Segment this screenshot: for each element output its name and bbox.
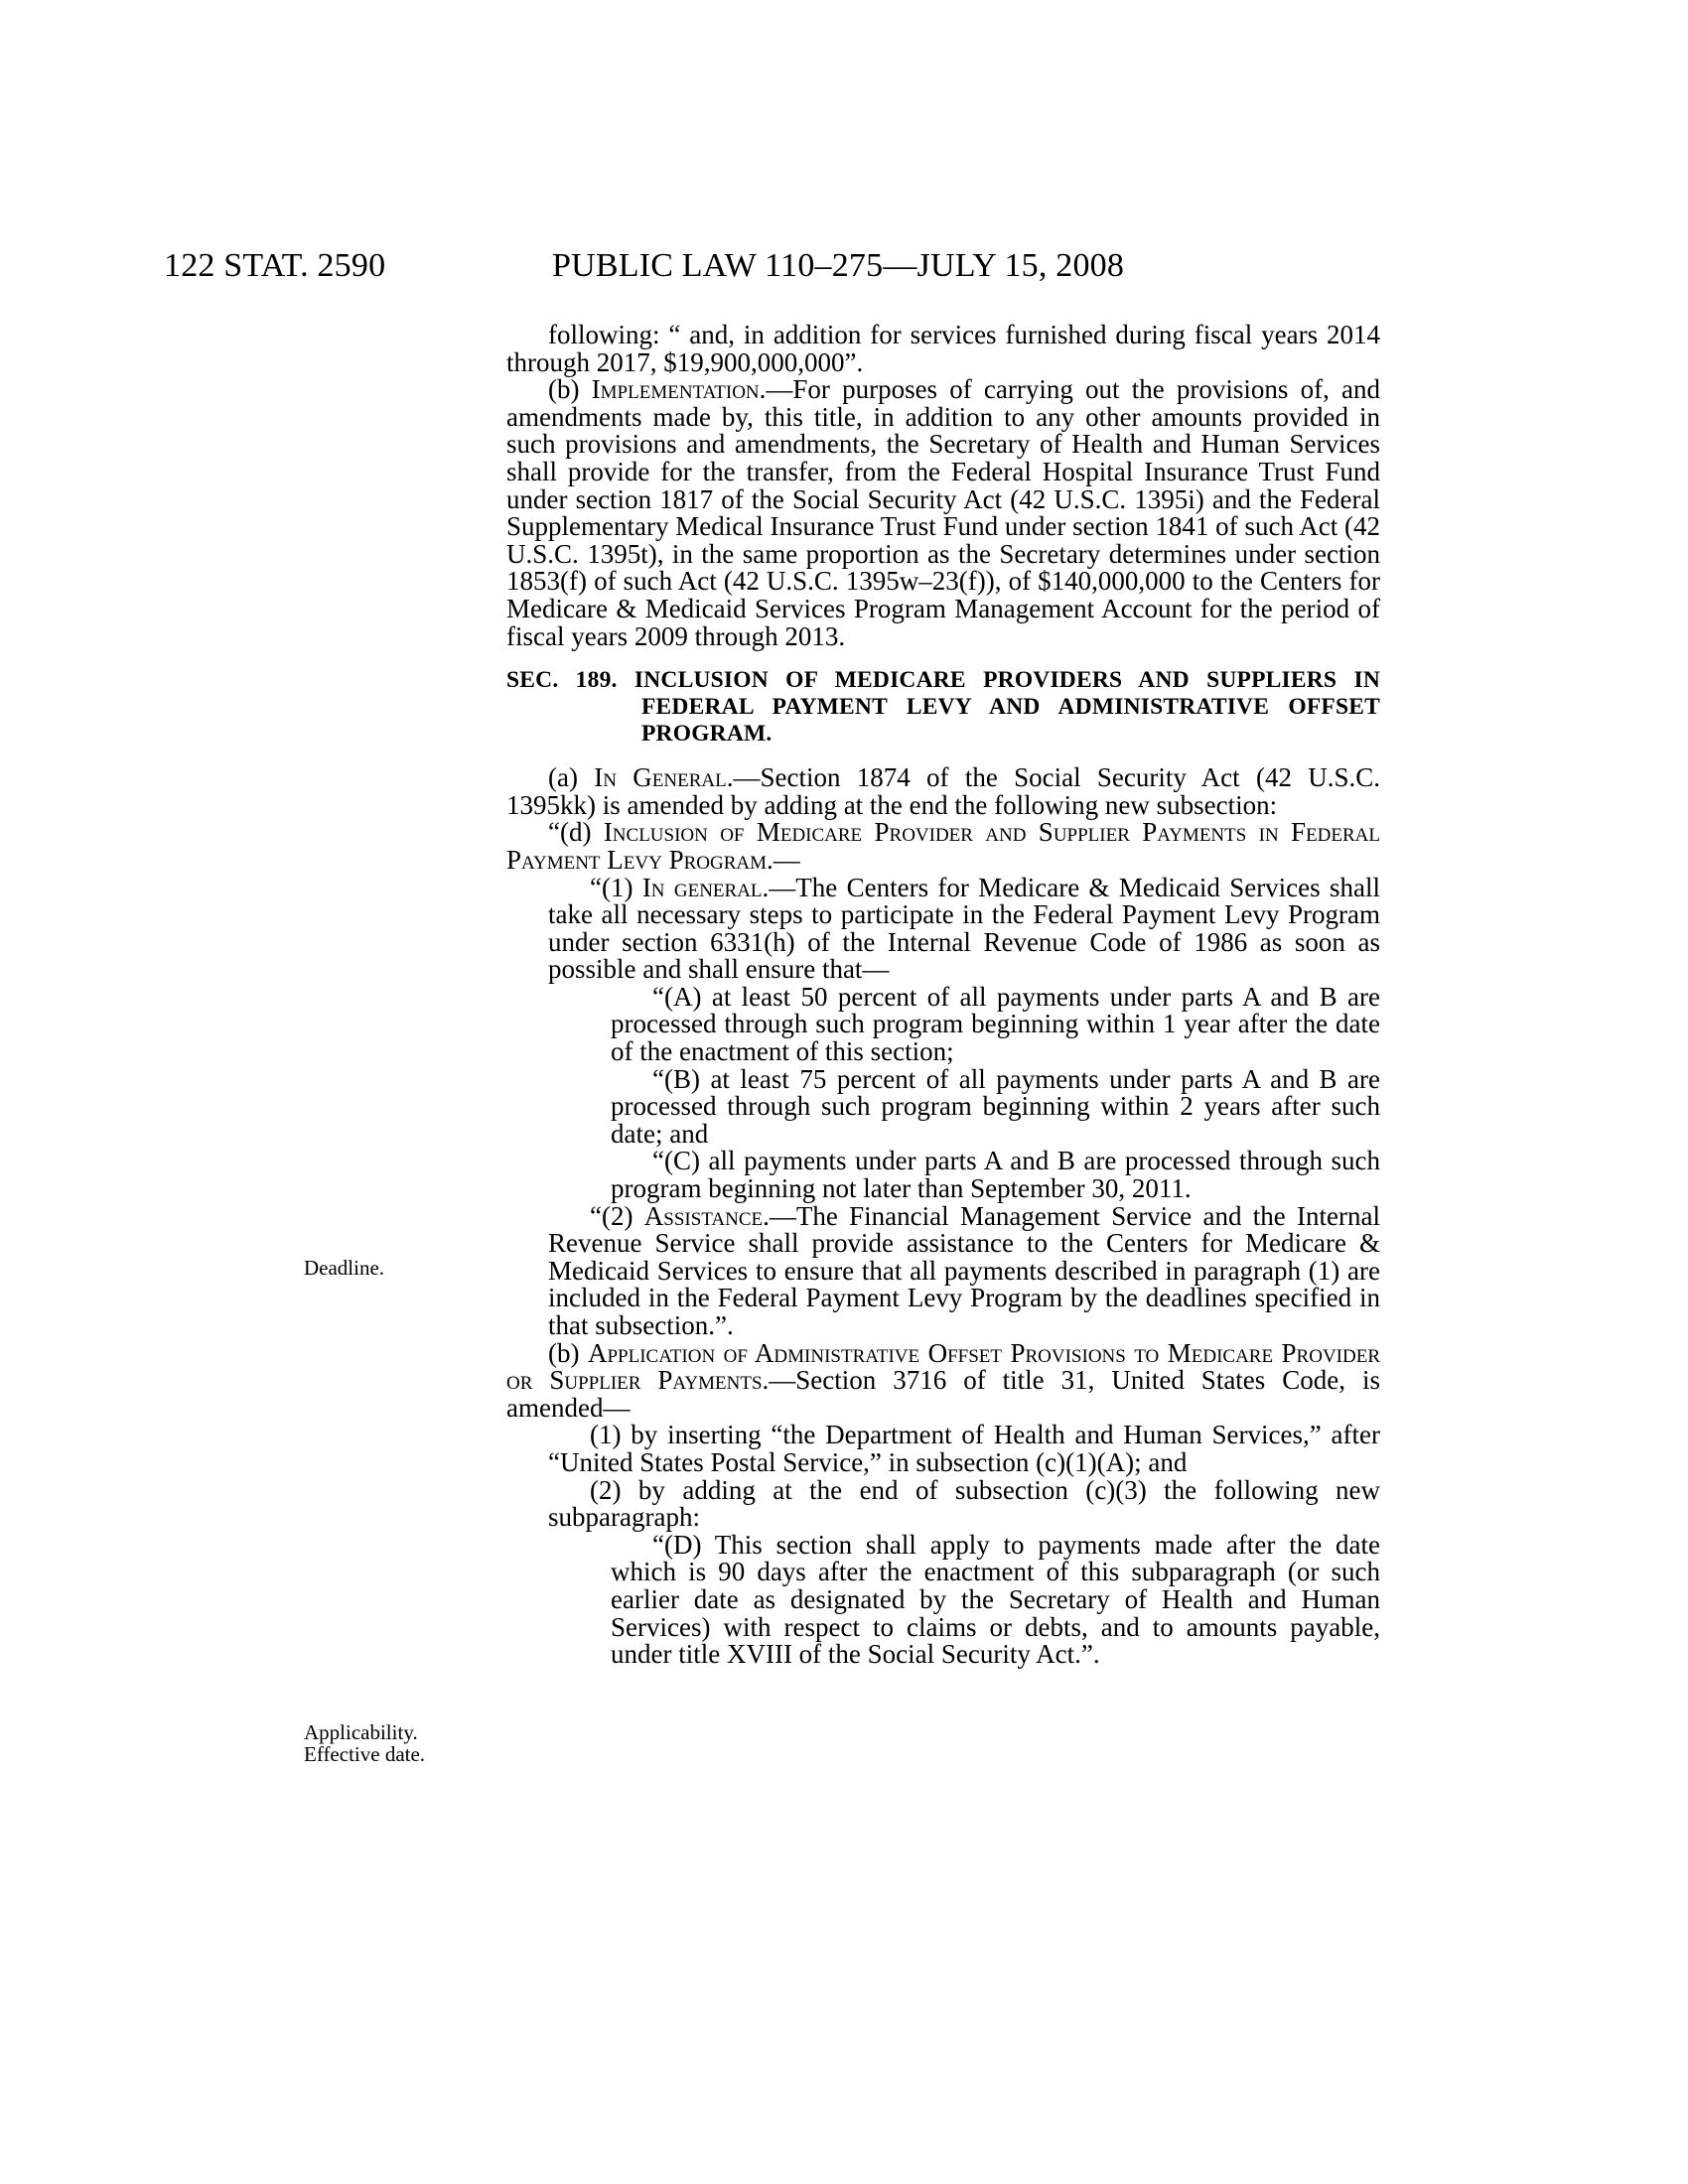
margin-note-applicability: Applicability. <box>304 1720 418 1744</box>
amendment-1: (1) by inserting “the Department of Health and Human Services,” after “United States Postal Service,” in subsection (c)(1)(A); and <box>548 1420 1380 1477</box>
margin-note-effective-date: Effective date. <box>304 1742 426 1766</box>
subsection-b: (b) Application of Administrative Offset Provisions to Medicare Provider or Supplier Payments.—Section 3716 of title 31, United States Code, is amended— <box>506 1337 1380 1423</box>
heading-in-general: In General <box>594 762 727 793</box>
paragraph-2: “(2) Assistance.—The Financial Management Service and the Internal Revenue Service shall provide assistance to the Centers for Medicare & Medicaid Services to ensure that all payments described in paragraph (1) are included in the Federal Payment Levy Program by the deadlines specified in that subsection.”. <box>548 1200 1381 1340</box>
subparagraph-c: “(C) all payments under parts A and B are processed through such program beginning not later than September 30, 2011. <box>611 1146 1380 1204</box>
subparagraph-b: “(B) at least 75 percent of all payments under parts A and B are processed through such program beginning within 2 years after such date; and <box>611 1063 1380 1149</box>
margin-note-deadline: Deadline. <box>304 1256 385 1280</box>
heading-subsection-b: Application of Administrative Offset Provisions to Medicare Provider or Supplier Payments <box>506 1337 1380 1396</box>
heading-implementation: Implementation <box>591 374 760 405</box>
running-head: PUBLIC LAW 110–275—JULY 15, 2008 <box>552 247 1125 284</box>
heading-subsection-d: Inclusion of Medicare Provider and Supplier Payments in Federal Payment Levy Program <box>506 817 1381 875</box>
heading-assistance: Assistance <box>643 1200 764 1231</box>
text-column <box>506 322 1380 1669</box>
subsection-d: “(d) Inclusion of Medicare Provider and Supplier Payments in Federal Payment Levy Program.— <box>506 817 1381 875</box>
subparagraph-a: “(A) at least 50 percent of all payments under parts A and B are processed through such program beginning within 1 year after the date of the enactment of this section; <box>611 981 1380 1067</box>
amendment-2: (2) by adding at the end of subsection (c)(3) the following new subparagraph: <box>548 1474 1380 1533</box>
stat-reference: 122 STAT. 2590 <box>164 247 386 284</box>
paragraph-implementation: (b) Implementation.—For purposes of carrying out the provisions of, and amendments made by, this title, in addition to any other amounts provided in such provisions and amendments, the Secretary of Health and Human Services shall provide for the transfer, from the Federal Hospital Insurance Trust Fund under section 1817 of the Social Security Act (42 U.S.C. 1395i) and the Federal Supplementary Medical Insurance Trust Fund under section 1841 of such Act (42 U.S.C. 1395t), in the same proportion as the Secretary determines under section 1853(f) of such Act (42 U.S.C. 1395w–23(f)), of $140,000,000 to the Centers for Medicare & Medicaid Services Program Management Account for the period of fiscal years 2009 through 2013. <box>506 374 1380 651</box>
heading-paragraph-1: In general <box>641 872 763 902</box>
paragraph-1: “(1) In general.—The Centers for Medicare & Medicaid Services shall take all necessary steps to participate in the Federal Payment Levy Program under section 6331(h) of the Internal Revenue Code of 1986 as soon as possible and shall ensure that— <box>548 872 1380 985</box>
paragraph-continuation: following: “ and, in addition for services furnished during fiscal years 2014 through 2017, $19,900,000,000”. <box>506 320 1380 377</box>
section-heading: SEC. 189. INCLUSION OF MEDICARE PROVIDERS AND SUPPLIERS IN FEDERAL PAYMENT LEVY AND ADMINISTRATIVE OFFSET PROGRAM. <box>506 667 1380 748</box>
subparagraph-d: “(D) This section shall apply to payments made after the date which is 90 days after the enactment of this subparagraph (or such earlier date as designated by the Secretary of Health and Human Services) with respect to claims or debts, and to amounts payable, under title XVIII of the Social Security Act.”. <box>611 1529 1380 1670</box>
subsection-a: (a) In General.—Section 1874 of the Social Security Act (42 U.S.C. 1395kk) is amended by adding at the end the following new subsection: <box>506 762 1381 820</box>
